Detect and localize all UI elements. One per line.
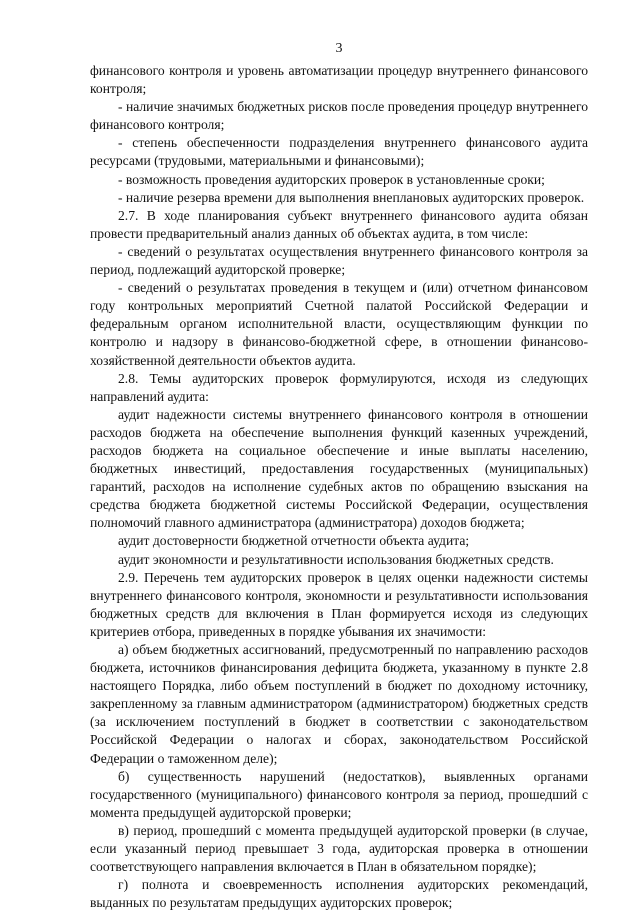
paragraph-reporting-audit: аудит достоверности бюджетной отчетности объекта аудита; (118, 533, 470, 549)
paragraph-internal-control-info: - сведений о результатах осуществления внутреннего финансового контроля за период, подлежащий аудиторской проверке; (90, 243, 588, 278)
paragraph-criterion-a: а) объем бюджетных ассигнований, предусмотренный по направлению расходов бюджета, источников финансирования дефицита бюджета, указанному в пункте 2.8 настоящего Порядка, либо объем поступлений в бюджет по доходному источнику, закрепленному за главным администратором (администратором) бюджетных средств (за исключением поступлений в бюджет в соответствии с законодательством Российской Федерации о налогах и сборах, законодательством Российской Федерации о таможенном деле); (90, 642, 588, 766)
paragraph-2-7: 2.7. В ходе планирования субъект внутреннего финансового аудита обязан провести предварительный анализ данных об объектах аудита, в том числе: (90, 207, 588, 241)
paragraph-control-events-info: - сведений о результатах проведения в текущем и (или) отчетном финансовом году контрольных мероприятий Счетной палатой Российской Федерации и федеральным органом исполнительной власти, осуществляющим функции по контролю и надзору в финансово-бюджетной сфере, в отношении финансово-хозяйственной деятельности объектов аудита. (90, 280, 588, 368)
paragraph-2-9: 2.9. Перечень тем аудиторских проверок в целях оценки надежности системы внутреннего финансового контроля, экономности и результативности использования бюджетных средств для включения в План формируется исходя из следующих критериев отбора, приведенных в порядке убывания их значимости: (90, 569, 588, 639)
paragraph-criterion-c: в) период, прошедший с момента предыдущей аудиторской проверки (в случае, если указанный период превышает 3 года, аудиторская проверка в отношении соответствующего направления включается в План в обязательном порядке); (90, 822, 588, 875)
paragraph-2-8: 2.8. Темы аудиторских проверок формулируются, исходя из следующих направлений аудита: (90, 370, 588, 404)
document-body (90, 62, 588, 912)
document-page (90, 0, 588, 911)
paragraph-budget-risks: - наличие значимых бюджетных рисков после проведения процедур внутреннего финансового контроля; (90, 99, 588, 133)
paragraph-criterion-d: г) полнота и своевременность исполнения аудиторских рекомендаций, выданных по результатам предыдущих аудиторских проверок; (90, 877, 588, 911)
paragraph-time-reserve: - наличие резерва времени для выполнения внеплановых аудиторских проверок. (118, 189, 585, 205)
paragraph-deadlines: - возможность проведения аудиторских проверок в установленные сроки; (118, 171, 545, 187)
paragraph-continuation: финансового контроля и уровень автоматизации процедур внутреннего финансового контроля; (90, 63, 588, 97)
paragraph-resources: - степень обеспеченности подразделения внутреннего финансового аудита ресурсами (трудовыми, материальными и финансовыми); (90, 135, 588, 169)
paragraph-efficiency-audit: аудит экономности и результативности использования бюджетных средств. (118, 551, 554, 567)
paragraph-reliability-audit: аудит надежности системы внутреннего финансового контроля в отношении расходов бюджета на обеспечение выполнения функций казенных учреждений, расходов бюджета на социальное обеспечение и иные выплаты населению, бюджетных инвестиций, предоставления государственных (муниципальных) гарантий, расходов на исполнение судебных актов по обращению взыскания на средства бюджета бюджетной системы Российской Федерации, осуществления полномочий главного администратора (администратора) доходов бюджета; (90, 406, 588, 531)
paragraph-criterion-b: б) существенность нарушений (недостатков), выявленных органами государственного (муниципального) финансового контроля за период, прошедший с момента предыдущей аудиторской проверки; (90, 768, 588, 820)
page-number: 3 (335, 41, 343, 56)
